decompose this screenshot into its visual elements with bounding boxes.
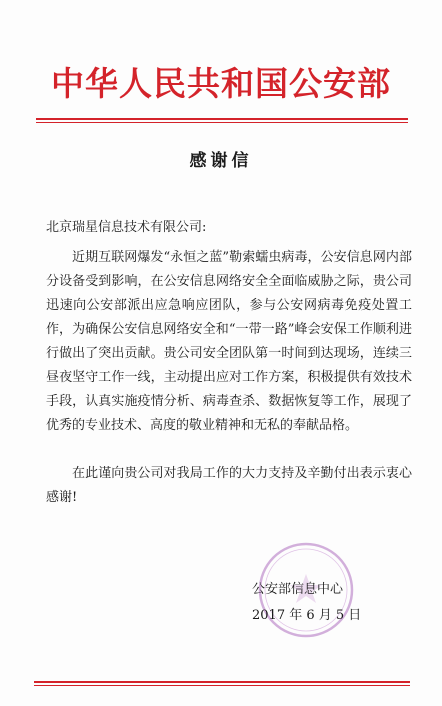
signature-organization: 公安部信息中心 [252,582,344,597]
body-paragraph: 近期互联网爆发“永恒之蓝”勒索蠕虫病毒，公安信息网内部分设备受到影响，在公安信息网络安全全面临威胁之际，贵公司迅速向公安部派出应急响应团队，参与公安网病毒免疫处置工作，为确保公安信息网络安全和“一带一路”峰会安保工作顺利进行做出了突出贡献。贵公司安全团队第一时间到达现场，连续三昼夜坚守工作一线，主动提出应对工作方案，积极提供有效技术手段，认真实施疫情分析、病毒查杀、数据恢复等工作，展现了优秀的专业技术、高度的敬业精神和无私的奉献品格。 [46,250,412,433]
salutation: 北京瑞星信息技术有限公司: [46,220,207,235]
body-paragraph: 在此谨向贵公司对我局工作的大力支持及辛勤付出表示衷心感谢! [46,466,412,505]
footer-divider-thin [34,685,410,686]
signature-date: 2017 年 6 月 5 日 [252,608,362,623]
footer-divider-thick [34,681,410,683]
letter-title: 感谢信 [189,151,253,171]
org-letterhead: 中华人民共和国公安部 [51,64,391,103]
header-divider-thick [36,118,408,120]
header-divider-thin [36,122,408,123]
